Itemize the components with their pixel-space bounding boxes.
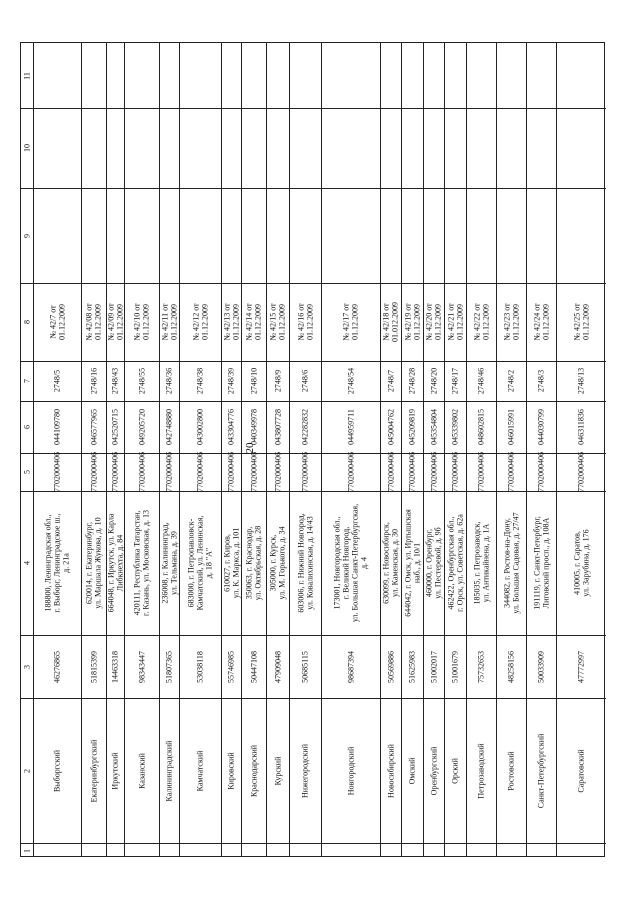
table-cell-doc: № 42/7 от [48,305,57,339]
table-cell-doc: № 42/08 от [84,303,94,341]
row-divider [266,43,267,856]
table-cell-address: г. Выборг, Ленинградское ш., [52,513,62,613]
column-divider [21,361,606,362]
table-cell-name: Краснодарский [249,744,258,797]
table-cell-address: ул. Каменская, д. 30 [390,529,400,597]
table-cell-address: ул. Большая Садовая, д. 27/47 [511,512,520,614]
header-cell: 6 [22,425,32,429]
table-cell-doc: № 42/18 от [381,303,391,341]
table-cell-name: Калининградский [164,740,174,801]
table-cell-inn: 7702000406 [52,452,62,492]
table-cell-address: ул. Антикайнена, д. 1А [481,523,490,603]
table-cell-address: ул. М. Горького, д. 34 [277,526,287,600]
table-cell-address: 683000, г. Петропавловск- [186,518,196,608]
table-cell-name: Курский [273,756,282,785]
row-divider [106,43,107,856]
table-cell-address: д. 18 "А" [204,547,214,579]
table-cell-inn: 7702000406 [536,452,546,492]
table-cell-okpo: 46276865 [52,650,62,683]
table-cell-inn: 7702000406 [249,452,258,492]
table-cell-code: 2748/39 [226,367,236,395]
table-cell-code: 2748/13 [576,367,586,395]
table-cell-inn: 7702000406 [195,452,205,492]
row-divider [401,43,402,856]
row-divider [556,43,557,856]
table-cell-inn: 7702000406 [476,452,486,492]
column-divider [21,491,606,492]
table-cell-code: 2748/46 [476,367,486,395]
table-cell-name: Камчатский [195,750,205,791]
table-cell-doc: 01.12.2009 [511,304,520,340]
table-cell-address: Лиговский просп., д. 108А [541,517,550,609]
table-cell-address: ул. Зарубина, д. 176 [581,529,590,597]
table-cell-address: 173001, Новгородская обл., [332,516,342,610]
header-cell: 3 [22,664,32,669]
row-divider [124,43,125,856]
table-cell-doc: 01.12.2009 [93,304,103,340]
table-cell-address: ул. Ковалихинская, д. 14/43 [305,516,314,610]
table-cell-address: 420111, Республика Татарстан, [132,510,142,616]
row-divider [380,43,381,856]
row-divider [221,43,222,856]
table-cell-doc: № 42/11 от [160,303,169,341]
table-cell-bik: 045354804 [429,409,438,445]
table-cell-okpo: 51001679 [450,650,460,683]
table-cell-okpo: 47909048 [273,650,282,683]
table-cell-code: 2748/17 [450,367,460,395]
table-cell-address: 603006, г. Нижний Новгород, [296,513,305,613]
table-cell-name: Саратовский [576,748,586,793]
table-cell-address: ул. Пестеревой, д. 9б [433,527,443,599]
table-cell-name: Иркутский [110,751,120,790]
table-cell-address: 610027, г. Киров, [222,534,231,592]
row-divider [241,43,242,856]
table-cell-bik: 043002800 [195,409,205,445]
table-cell-doc: № 42/12 от [191,303,200,341]
table-cell-okpo: 53038118 [195,650,205,683]
table-cell-address: 350063, г. Краснодар, [244,526,254,600]
table-cell-address: 188800, Ленинградская обл., [43,514,53,612]
table-cell-okpo: 98343447 [137,650,146,683]
table-cell-doc: № 42/24 от [532,303,541,341]
table-cell-okpo: 50685115 [300,650,310,683]
table-cell-okpo: 51002017 [429,650,438,683]
table-cell-doc: № 42/15 от [268,303,278,341]
table-cell-okpo: 75732653 [476,650,486,683]
table-cell-name: Ростовский [506,750,516,791]
table-cell-bik: 046577965 [89,409,98,445]
table-cell-name: Нижегородский [300,743,310,798]
table-cell-address: г. Великий Новгород, [341,526,351,600]
table-cell-address: 305000, г. Курск, [268,534,278,592]
table-cell-address: 664048, г. Иркутск, ул. Карла [106,513,115,613]
table-cell-doc: № 42/21 от [446,303,455,341]
table-cell-address: 191119, г. Санкт-Петербург, [532,516,541,610]
header-cell: 11 [22,71,32,80]
table-cell-doc: № 42/17 от [341,303,351,341]
table-cell-doc: № 42/13 от [222,303,231,341]
table-cell-code: 2748/7 [386,369,395,393]
table-cell-code: 2748/54 [346,367,355,395]
table-cell-name: Петрозаводский [476,742,486,799]
table-cell-code: 2748/3 [536,369,546,393]
table-cell-code: 2748/20 [429,367,438,395]
row-divider [289,43,290,856]
table-cell-okpo: 14463318 [110,650,120,683]
page-number: 20 [244,442,256,454]
table-cell-address: 410005, г. Саратов, [572,531,581,595]
table-cell-bik: 043807728 [273,409,282,445]
table-cell-code: 2748/16 [89,367,98,395]
column-divider [21,188,606,189]
column-divider [21,401,606,402]
table-cell-bik: 044030799 [536,409,546,445]
table-cell-okpo: 50033909 [536,650,546,683]
table-cell-code: 2748/2 [506,369,516,393]
column-divider [21,698,606,699]
table-cell-name: Выборгский [52,749,62,792]
row-divider [179,43,180,856]
table-cell-code: 2748/36 [164,367,174,395]
row-divider [321,43,322,856]
table-cell-bik: 043304776 [226,409,236,445]
table-cell-doc: 01.12.2009 [481,304,490,340]
table-cell-address: 620014, г. Екатеринбург, [84,521,94,605]
table-cell-name: Санкт-Петербургский [536,733,546,808]
table-cell-okpo: 55746985 [226,650,236,683]
table-cell-address: Либкнехта, д. 84 [115,534,124,592]
table-cell-doc: 01.12.2009 [350,304,360,340]
table-cell-name: Оренбургский [429,746,438,795]
table-cell-doc: 01.12.2009 [581,304,590,340]
table-cell-address: 344082, г. Ростов-на-Дону, [502,518,511,608]
row-divider [159,43,160,856]
table-cell-name: Екатеринбургский [89,739,98,802]
table-cell-bik: 042748880 [164,409,174,445]
header-cell: 8 [22,320,32,324]
table-cell-address: г. Орск, ул. Советская, д. 62а [455,514,464,612]
table-cell-name: Омский [407,757,417,784]
header-cell: 2 [22,768,32,773]
table-cell-address: ул. Большая Санкт-Петербургская, [350,503,360,623]
table-cell-inn: 7702000406 [137,452,146,492]
table-cell-address: 185035, г. Петрозаводск, [472,521,481,605]
table-cell-bik: 045339802 [450,409,460,445]
table-cell-bik: 046015991 [506,409,516,445]
table-cell-doc: № 42/16 от [296,303,305,341]
table-cell-address: Камчатский, ул. Ленинская, [195,515,205,611]
table-cell-address: 236008, г. Калининград, [160,522,169,604]
header-cell: 7 [22,379,32,383]
table-cell-bik: 042282832 [300,409,310,445]
table-cell-doc: 01.12.2009 [231,304,240,340]
table-cell-bik: 040349978 [249,409,258,445]
column-divider [21,108,606,109]
table-cell-doc: 01.12.2009 [57,304,66,340]
table-cell-bik: 048602815 [476,409,486,445]
table-cell-doc: 01.012.2009 [390,302,400,342]
table-cell-name: Новосибирский [386,743,395,798]
table-cell-inn: 7702000406 [300,452,310,492]
table-cell-doc: № 42/23 от [502,303,511,341]
table-cell-address: 644042, г. Омск, ул. Иртышская [403,509,412,617]
table-cell-inn: 7702000406 [110,452,120,492]
table-cell-address: ул. Маршала Жукова, д. 10 [93,517,103,609]
table-cell-name: Казанский [137,752,146,789]
table-cell-doc: 01.12.2009 [305,304,314,340]
table-cell-bik: 045209819 [407,409,417,445]
table-cell-okpo: 98687394 [346,650,355,683]
table-cell-code: 2748/28 [407,367,417,395]
table-cell-okpo: 50447108 [249,650,258,683]
table-cell-inn: 7702000406 [346,452,355,492]
table-cell-inn: 7702000406 [506,452,516,492]
table-cell-bik: 049205720 [137,409,146,445]
table-cell-address: г. Казань, ул. Московская, д. 13 [141,510,151,616]
table-cell-inn: 7702000406 [226,452,236,492]
table-cell-name: Орский [450,757,460,784]
table-cell-inn: 7702000406 [429,452,438,492]
header-cell: 10 [22,144,32,152]
table-cell-address: наб., д. 10/1 [412,542,421,584]
table-cell-inn: 7702000406 [164,452,174,492]
table-cell-bik: 042520715 [110,409,120,445]
column-divider [21,635,606,636]
table-cell-code: 2748/43 [110,367,120,395]
table-cell-okpo: 51807365 [164,650,174,683]
table-cell-address: ул. Тельмана, д. 39 [169,531,178,595]
table-cell-bik: 046311836 [576,409,586,445]
table-cell-code: 2748/9 [273,369,282,393]
column-divider [21,283,606,284]
table-cell-code: 2748/6 [300,369,310,393]
table-cell-bik: 044959711 [346,409,355,445]
table-cell-doc: 01.12.2009 [253,304,263,340]
column-divider [21,453,606,454]
table-cell-doc: № 42/22 от [472,303,481,341]
table-cell-doc: № 42/14 от [244,303,254,341]
table-cell-bik: 045004762 [386,409,395,445]
table-cell-doc: № 42/25 от [572,303,581,341]
table-cell-inn: 7702000406 [386,452,395,492]
row-divider [466,43,467,856]
table-cell-code: 2748/5 [52,369,62,393]
table-cell-doc: № 42/19 от [403,303,412,341]
table-cell-okpo: 51815399 [89,650,98,683]
table-cell-address: 460000, г. Оренбург, [424,528,434,598]
table-cell-doc: 01.12.2009 [169,304,178,340]
row-divider [444,43,445,856]
table-cell-code: 2748/55 [137,367,146,395]
table-cell-doc: 01.12.2009 [200,304,209,340]
row-divider [496,43,497,856]
table-cell-okpo: 48258156 [506,650,516,683]
table-cell-okpo: 50569886 [386,650,395,683]
table-cell-doc: 01.12.2009 [433,304,443,340]
table-cell-address: д. 4 [359,556,369,570]
table-cell-address: д. 21а [61,553,71,573]
table-cell-inn: 7702000406 [576,452,586,492]
table-cell-name: Новгородский [346,746,355,795]
table-cell-code: 2748/38 [195,367,205,395]
table-cell-doc: 01.12.2009 [541,304,550,340]
data-table [20,42,605,857]
header-cell: 1 [22,848,32,853]
table-cell-address: 630099, г. Новосибирск, [381,522,391,604]
table-cell-doc: 01.12.2009 [277,304,287,340]
table-cell-address: 462422, Оренбургская обл., [446,516,455,610]
header-cell: 4 [22,561,32,565]
table-cell-doc: 01.12.2009 [141,304,151,340]
header-cell: 9 [22,233,32,238]
row-divider [33,43,34,856]
table-cell-inn: 7702000406 [89,452,98,492]
header-cell: 5 [22,470,32,474]
table-cell-doc: № 42/09 от [106,303,115,341]
table-cell-doc: № 42/20 от [424,303,434,341]
table-cell-doc: № 42/10 от [132,303,142,341]
table-cell-inn: 7702000406 [407,452,417,492]
table-cell-doc: 01.12.2009 [455,304,464,340]
row-divider [526,43,527,856]
table-cell-okpo: 47772997 [576,650,586,683]
row-divider [423,43,424,856]
table-cell-name: Кировский [226,751,236,790]
table-cell-address: ул. Октябрьская, д. 28 [253,525,263,601]
table-cell-address: ул. К. Маркса, д. 101 [231,527,240,599]
table-cell-doc: 01.12.2009 [115,304,124,340]
table-cell-okpo: 51625983 [407,650,417,683]
table-cell-inn: 7702000406 [273,452,282,492]
table-cell-doc: 01.12.2009 [412,304,421,340]
table-cell-inn: 7702000406 [450,452,460,492]
table-cell-code: 2748/10 [249,367,258,395]
table-cell-bik: 044109780 [52,409,62,445]
row-divider [81,43,82,856]
column-divider [21,843,606,844]
